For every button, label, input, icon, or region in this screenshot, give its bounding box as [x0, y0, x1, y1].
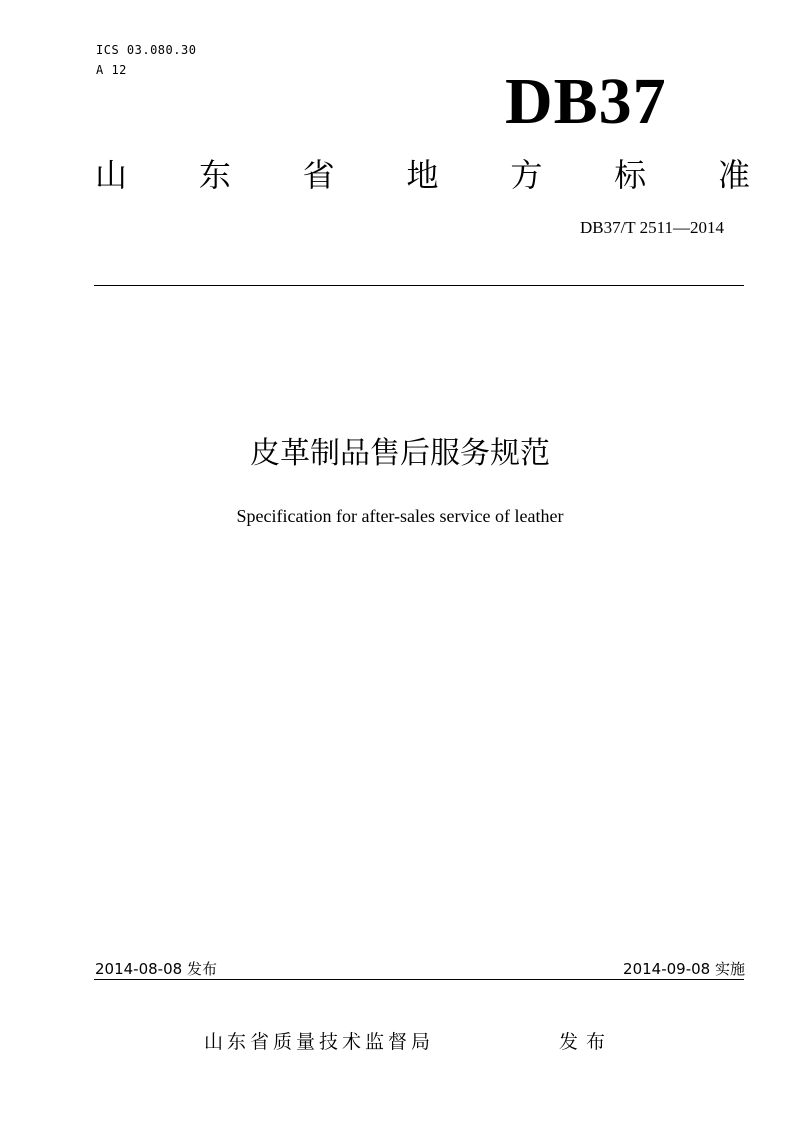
standard-type-char: 标	[614, 156, 647, 194]
issued-label: 发布	[559, 1031, 614, 1053]
ics-code: ICS 03.080.30	[96, 43, 197, 57]
standard-code-logo: DB37	[505, 65, 667, 138]
classification-block	[96, 40, 196, 80]
ccs-code: A 12	[96, 63, 127, 77]
standard-type-char: 东	[198, 156, 231, 194]
standard-type-heading	[95, 150, 750, 200]
document-title-english: Specification for after-sales service of leather	[236, 506, 564, 526]
issuing-authority: 山东省质量技术监督局	[204, 1031, 435, 1053]
standard-type-char: 准	[717, 156, 750, 194]
implementation-date: 2014-09-08 实施	[623, 960, 745, 978]
standard-number: DB37/T 2511—2014	[579, 218, 724, 237]
document-title-chinese: 皮革制品售后服务规范	[250, 436, 550, 471]
standard-type-char: 方	[510, 156, 543, 194]
standard-type-char: 地	[406, 156, 439, 194]
bottom-divider	[94, 979, 744, 980]
standard-type-char: 省	[302, 156, 335, 194]
issue-date: 2014-08-08 发布	[95, 960, 217, 978]
standard-type-char: 山	[95, 156, 128, 194]
top-divider	[94, 285, 744, 286]
